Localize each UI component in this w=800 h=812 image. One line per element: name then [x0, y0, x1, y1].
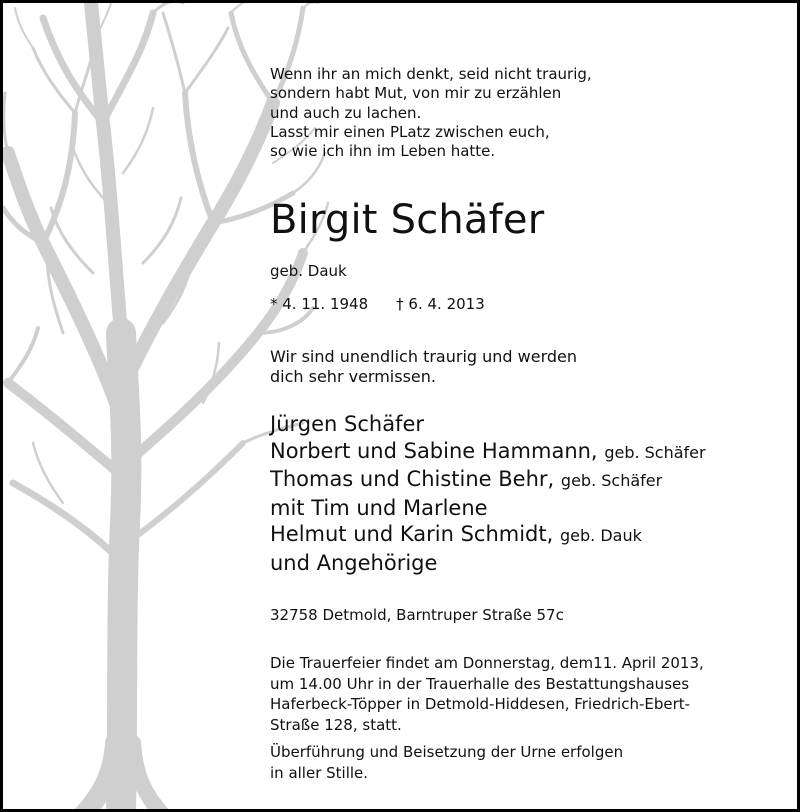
poem-line: und auch zu lachen.	[270, 103, 422, 122]
life-dates	[270, 294, 485, 314]
urn-line: in aller Stille.	[270, 763, 369, 782]
mourner-maiden-name: geb. Dauk	[559, 526, 642, 545]
death-date: † 6. 4. 2013	[396, 295, 485, 313]
message-line: dich sehr vermissen.	[270, 367, 436, 386]
mourner-entry	[270, 466, 706, 495]
deceased-name: Birgit Schäfer	[270, 197, 545, 243]
mourner-name: Norbert und Sabine Hammann,	[270, 438, 598, 463]
ceremony-line: Haferbeck-Töpper in Detmold-Hiddesen, Friedrich-Ebert-	[270, 695, 691, 713]
mourner-maiden-name: geb. Schäfer	[560, 471, 663, 490]
birth-name: geb. Dauk	[270, 262, 347, 280]
mourner-name: und Angehörige	[270, 550, 438, 575]
urn-burial-info	[270, 742, 623, 783]
ceremony-info	[270, 653, 704, 735]
birth-date: * 4. 11. 1948	[270, 295, 369, 313]
mourner-entry	[270, 438, 706, 467]
mourner-name: Helmut und Karin Schmidt,	[270, 522, 554, 546]
mourner-entry	[270, 550, 706, 577]
message-line: Wir sind unendlich traurig und werden	[270, 347, 578, 366]
mourner-name: Thomas und Chistine Behr,	[270, 467, 555, 491]
ceremony-line: um 14.00 Uhr in der Trauerhalle des Bestattungshauses	[270, 674, 690, 693]
mourner-name: mit Tim und Marlene	[270, 495, 488, 520]
mourner-maiden-name: geb. Schäfer	[604, 442, 706, 462]
poem-line: Lasst mir einen PLatz zwischen euch,	[270, 122, 550, 141]
poem-line: Wenn ihr an mich denkt, seid nicht traurig,	[270, 65, 592, 83]
poem-line: sondern habt Mut, von mir zu erzählen	[270, 84, 562, 103]
ceremony-line: Die Trauerfeier findet am Donnerstag, dem11. April 2013,	[270, 654, 704, 672]
mourner-entry	[270, 411, 706, 438]
poem-line: so wie ich ihn im Leben hatte.	[270, 142, 496, 161]
urn-line: Überführung und Beisetzung der Urne erfolgen	[270, 743, 624, 761]
address: 32758 Detmold, Barntruper Straße 57c	[270, 606, 564, 624]
mourners-list	[270, 411, 706, 576]
mourner-name: Jürgen Schäfer	[270, 412, 425, 436]
mourner-entry	[270, 521, 706, 550]
mourner-entry	[270, 495, 706, 522]
mourning-message	[270, 347, 577, 387]
poem	[270, 65, 592, 161]
ceremony-line: Straße 128, statt.	[270, 715, 402, 734]
